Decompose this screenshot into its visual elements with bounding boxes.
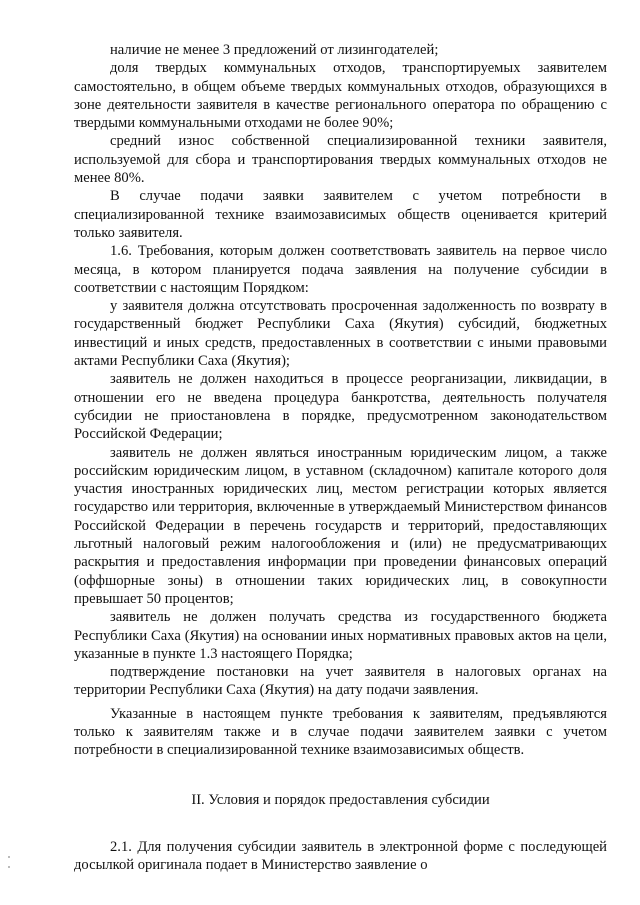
paragraph-lessors-offers: наличие не менее 3 предложений от лизингодателей; bbox=[110, 42, 439, 58]
paragraph-interdependent-companies: В случае подачи заявки заявителем с учетом потребности в специализированной технике взаимозависимых обществ оценивается критерий только заявителя. bbox=[74, 188, 607, 241]
paragraph-application-submission: 2.1. Для получения субсидии заявитель в электронной форме с последующей досылкой оригинала подает в Министерство заявление о bbox=[74, 838, 607, 874]
paragraph-requirements-intro: 1.6. Требования, которым должен соответствовать заявитель на первое число месяца, в котором планируется подача заявления на получение субсидии в соответствии с настоящим Порядком: bbox=[74, 243, 607, 296]
paragraph-waste-share: доля твердых коммунальных отходов, транспортируемых заявителем самостоятельно, в общем объеме твердых коммунальных отходов, образующихся в зоне деятельности заявителя в качестве регионального оператора по обращению с твердыми коммунальными отходами не более 90%; bbox=[74, 60, 607, 132]
paragraph-no-reorganization: заявитель не должен находиться в процессе реорганизации, ликвидации, в отношении его не введена процедура банкротства, деятельность получателя субсидии не приостановлена в порядке, предусмотренном законодательством Российской Федерации; bbox=[74, 371, 607, 443]
paragraph-no-overdue-debt: у заявителя должна отсутствовать просроченная задолженность по возврату в государственный бюджет Республики Саха (Якутия) субсидий, бюджетных инвестиций и иных средств, предоставленных в соответствии с иными правовыми актами Республики Саха (Якутия); bbox=[74, 298, 607, 370]
paragraph-not-foreign-entity: заявитель не должен являться иностранным юридическим лицом, а также российским юридическим лицом, в уставном (складочном) капитале которого доля участия иностранных юридических лиц, местом регистрации которых является государство или территория, включенные в утверждаемый Министерством финансов Российской Федерации в перечень государств и территорий, предоставляющих льготный налоговый режим налогообложения и (или) не предусматривающих раскрытия и предоставления информации при проведении финансовых операций (оффшорные зоны) в отношении таких юридических лиц, в совокупности превышает 50 процентов; bbox=[74, 444, 607, 607]
paragraph-equipment-wear: средний износ собственной специализированной техники заявителя, используемой для сбора и транспортирования твердых коммунальных отходов не менее 80%. bbox=[74, 133, 607, 187]
document-page bbox=[74, 41, 607, 874]
scan-mark bbox=[8, 856, 10, 858]
paragraph-requirements-scope: Указанные в настоящем пункте требования к заявителям, предъявляются только к заявителям также и в случае подачи заявителем заявки с учетом потребности в специализированной технике взаимозависимых обществ. bbox=[74, 705, 607, 759]
paragraph-tax-registration: подтверждение постановки на учет заявителя в налоговых органах на территории Республики Саха (Якутия) на дату подачи заявления. bbox=[74, 664, 607, 699]
paragraph-no-other-funds: заявитель не должен получать средства из государственного бюджета Республики Саха (Якутия) на основании иных нормативных правовых актов на цели, указанные в пункте 1.3 настоящего Порядка; bbox=[74, 609, 607, 662]
section-heading: II. Условия и порядок предоставления субсидии bbox=[191, 791, 490, 808]
scan-mark bbox=[8, 866, 10, 868]
